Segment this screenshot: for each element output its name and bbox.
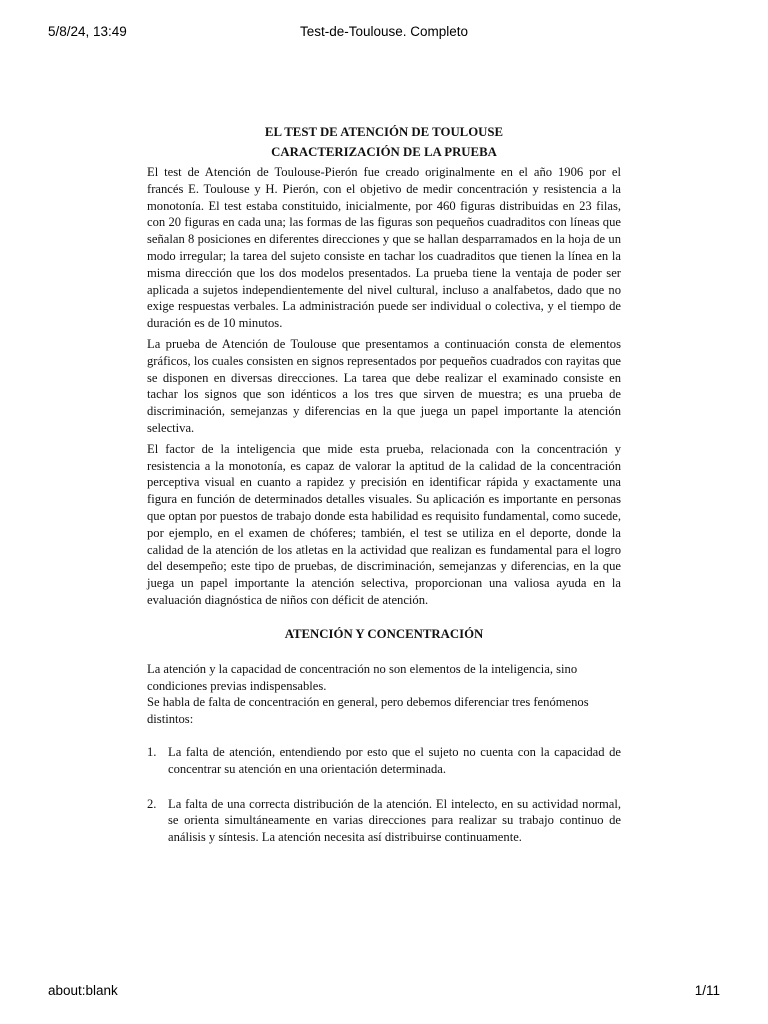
print-header: [0, 24, 768, 42]
print-footer: [0, 983, 768, 1001]
print-document-title: Test-de-Toulouse. Completo: [299, 24, 469, 39]
print-url: about:blank: [48, 983, 118, 998]
section-title: ATENCIÓN Y CONCENTRACIÓN: [284, 626, 484, 641]
paragraph: El factor de la inteligencia que mide esta prueba, relacionada con la concentración y resistencia a la monotonía, es capaz de valorar la aptitud de la calidad de la concentración perceptiva visual en cuanto a rapidez y precisión en identificar rápida y exactamente una figura en función de determinados detalles visuales. Su aplicación es importante en personas que optan por puestos de trabajo donde esta habilidad es requisito fundamental, como sucede, por ejemplo, en el examen de chóferes; también, el test se utiliza en el deporte, donde la calidad de la atención de los atletas en la actividad que realizan es fundamental para el logro del desempeño; este tipo de pruebas, de discriminación, semejanzas y diferencias, en la que juega un papel importante la atención selectiva, proporcionan una valiosa ayuda en la evaluación diagnóstica de niños con déficit de atención.: [147, 441, 621, 607]
paragraph: La prueba de Atención de Toulouse que presentamos a continuación consta de elementos gráficos, los cuales consisten en signos representados por pequeños cuadrados con rayitas que se disponen en diversas direcciones. La tarea que debe realizar el examinado consiste en tachar los signos que son idénticos a los tres que sirven de muestra; es una prueba de discriminación, semejanzas y diferencias en la que juega un papel importante la atención selectiva.: [147, 336, 621, 435]
list-item: [147, 796, 621, 846]
print-page-number: 1/11: [694, 983, 720, 998]
document-subtitle: CARACTERIZACIÓN DE LA PRUEBA: [271, 145, 497, 159]
list-item: [147, 744, 621, 778]
section-intro: Se habla de falta de concentración en general, pero debemos diferenciar tres fenómenos distintos:: [147, 695, 589, 727]
numbered-list: [147, 744, 621, 846]
list-item-text: La falta de atención, entendiendo por esto que el sujeto no cuenta con la capacidad de concentrar su atención en una orientación determinada.: [168, 744, 621, 776]
document-title: EL TEST DE ATENCIÓN DE TOULOUSE: [264, 125, 504, 139]
list-item-text: La falta de una correcta distribución de la atención. El intelecto, en su actividad normal, se orienta simultáneamente en varias direcciones para realizar su trabajo continuo de análisis y síntesis. La atención necesita así distribuirse continuamente.: [168, 796, 621, 845]
section-intro: La atención y la capacidad de concentración no son elementos de la inteligencia, sino condiciones previas indispensables.: [147, 661, 578, 693]
list-item-number: 1.: [147, 744, 157, 759]
print-datetime: 5/8/24, 13:49: [48, 24, 127, 39]
list-item-number: 2.: [147, 796, 157, 811]
document-page: [147, 122, 621, 864]
paragraph: El test de Atención de Toulouse-Pierón fue creado originalmente en el año 1906 por el francés E. Toulouse y H. Pierón, con el objetivo de medir concentración y resistencia a la monotonía. El test estaba constituido, inicialmente, por 460 figuras distribuidas en 23 filas, con 20 figuras en cada una; las formas de las figuras son pequeños cuadraditos con líneas que señalan 8 posiciones en diferentes direcciones y que se hallan desparramados en la hoja de un modo irregular; la tarea del sujeto consiste en tachar los cuadraditos que tienen la línea en la misma dirección que los dos modelos presentados. La prueba tiene la ventaja de poder ser aplicada a sujetos independientemente del nivel cultural, incluso a analfabetos, dado que no exige respuestas verbales. La administración puede ser individual o colectiva, y el tiempo de duración es de 10 minutos.: [147, 165, 621, 331]
